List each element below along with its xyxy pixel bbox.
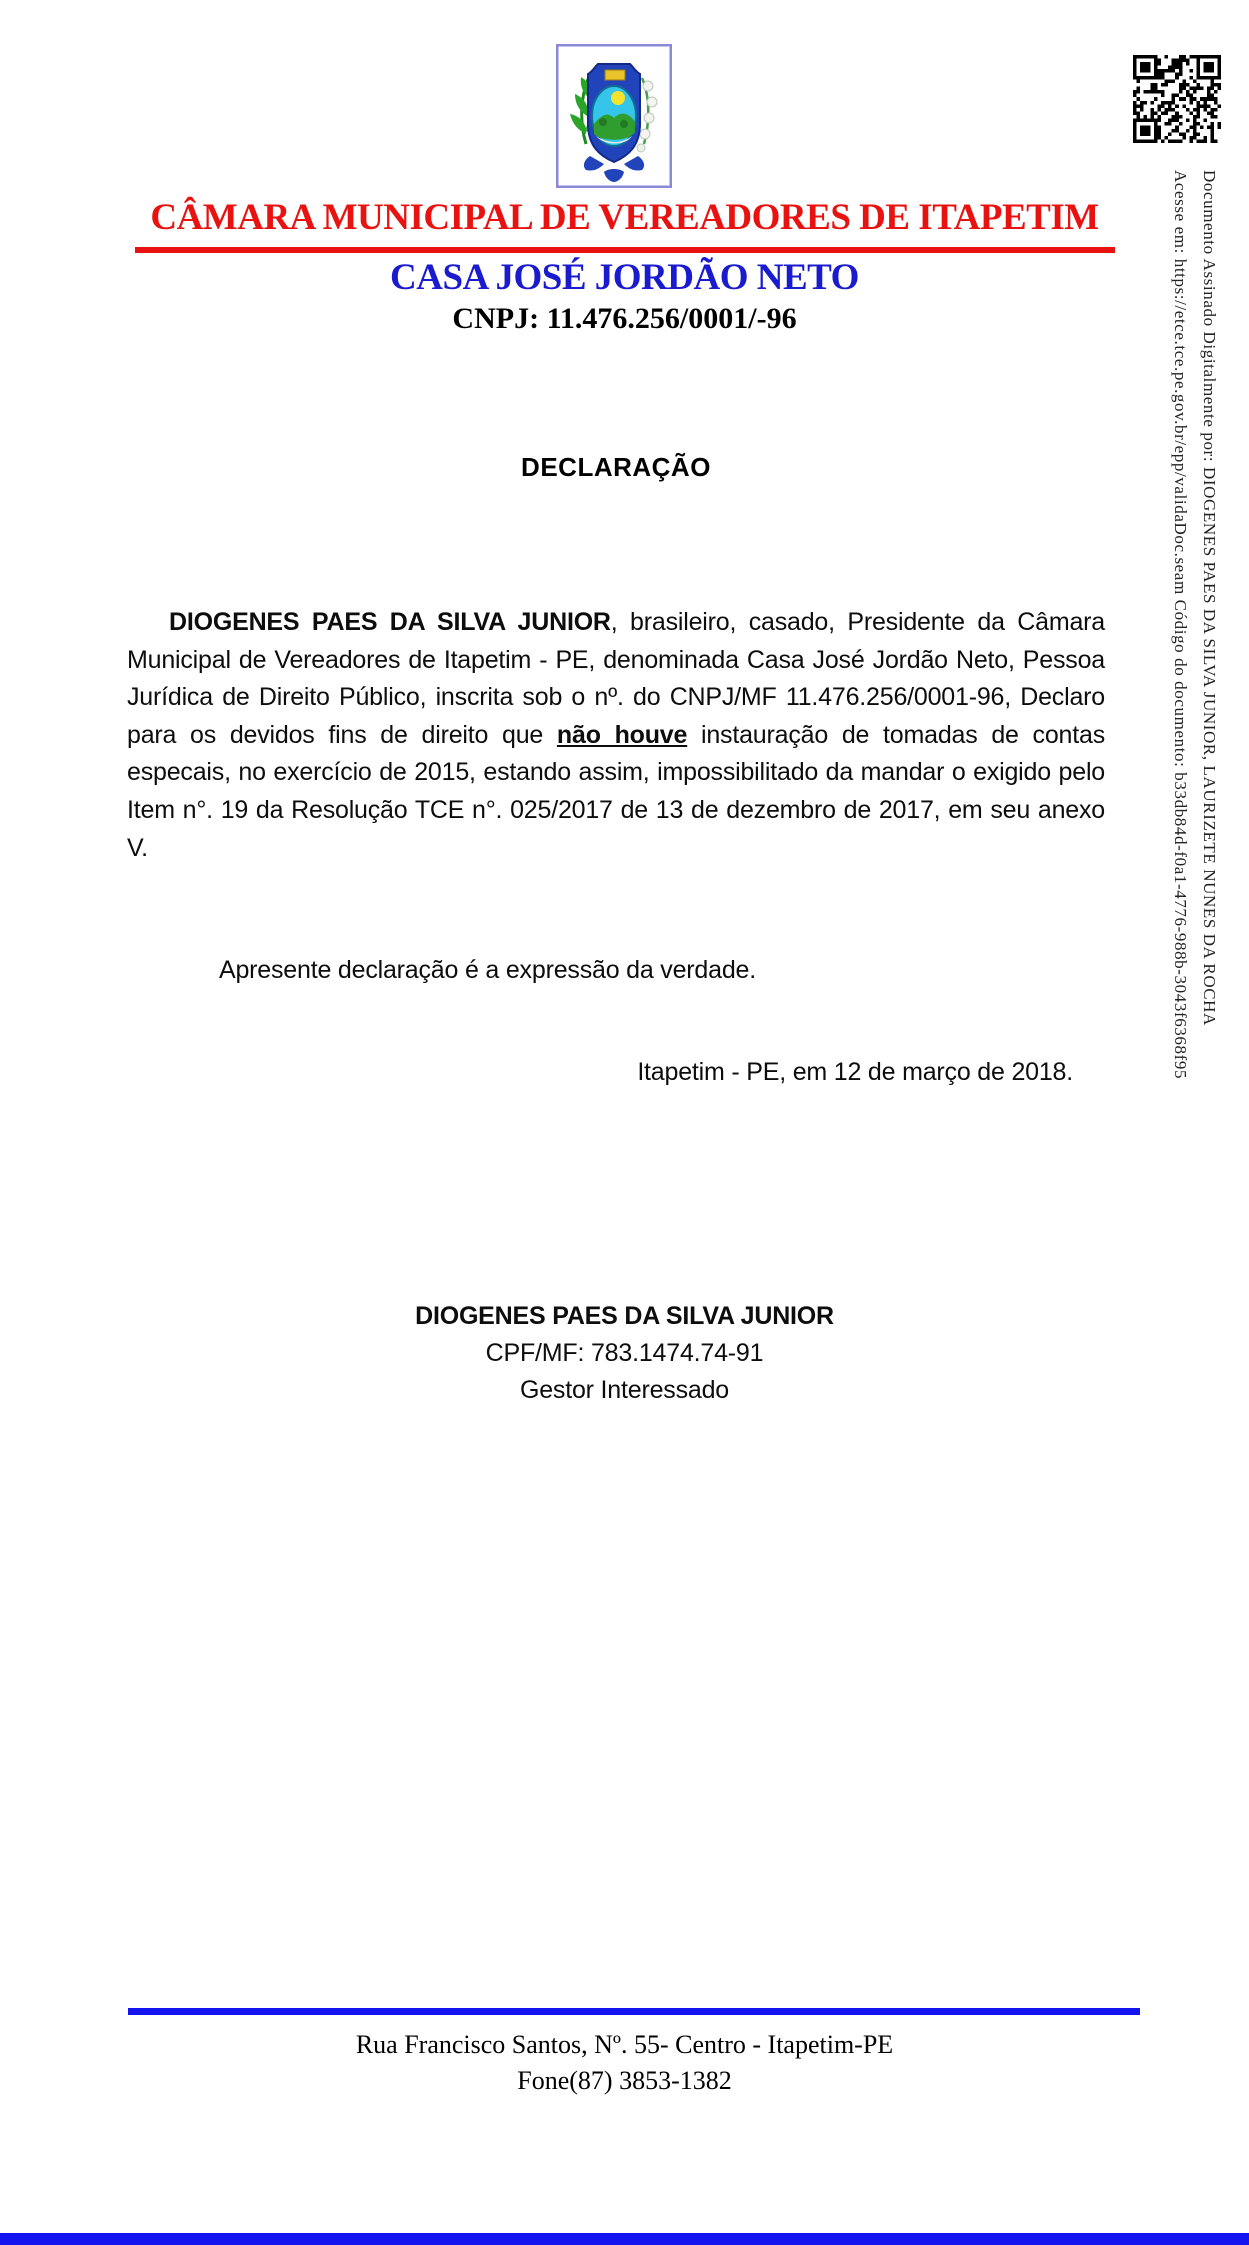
house-name-title: CASA JOSÉ JORDÃO NETO	[390, 257, 859, 298]
title-underline-rule	[135, 247, 1115, 253]
date-line: Itapetim - PE, em 12 de março de 2018.	[637, 1058, 1073, 1086]
coat-of-arms-icon	[556, 44, 672, 188]
paragraph-text-1: , brasileiro, casado, Presidente da Câmara Municipal de Vereadores de Itapetim - PE, denominada Casa José Jordão Neto, Pessoa Jurídica de Direito Público, inscrita sob o nº. do CNPJ/MF 11.476.256/0001-96, Declaro para os devidos fins de direito que	[127, 608, 1105, 749]
stamp-access-url: Acesse em: https://etce.tce.pe.gov.br/epp/validaDoc.seam Código do documento: b33db84d-f0a1-4776-988b-3043f6368f95	[1171, 170, 1191, 1080]
signature-name: DIOGENES PAES DA SILVA JUNIOR	[415, 1302, 834, 1330]
emphasis-nao-houve: não houve	[556, 720, 688, 749]
org-name-title: CÂMARA MUNICIPAL DE VEREADORES DE ITAPETIM	[150, 197, 1099, 238]
cnpj-line: CNPJ: 11.476.256/0001/-96	[452, 302, 797, 335]
document-title: DECLARAÇÃO	[521, 452, 711, 482]
paragraph-text-2: instauração de tomadas de contas especais, no exercício de 2015, estando assim, impossibilitado da mandar o exigido pelo Item n°. 19 da Resolução TCE n°. 025/2017 de 13 de dezembro de 2017, em seu anexo V.	[127, 720, 1105, 862]
footer-phone: Fone(87) 3853-1382	[517, 2066, 732, 2095]
bottom-edge-bar	[0, 2233, 1249, 2245]
signature-block	[0, 1298, 1249, 1409]
declaration-paragraph	[127, 604, 1105, 867]
stamp-signed-by: Documento Assinado Digitalmente por: DIOGENES PAES DA SILVA JUNIOR, LAURIZETE NUNES DA ROCHA	[1200, 170, 1219, 1026]
signature-role: Gestor Interessado	[519, 1376, 729, 1404]
footer-address: Rua Francisco Santos, Nº. 55- Centro - Itapetim-PE	[355, 2030, 894, 2059]
declarant-name: DIOGENES PAES DA SILVA JUNIOR	[169, 608, 611, 636]
digital-signature-stamp	[1165, 170, 1223, 1260]
closing-sentence: Apresente declaração é a expressão da verdade.	[219, 956, 756, 984]
footer-rule	[128, 2008, 1140, 2015]
signature-cpf: CPF/MF: 783.1474.74-91	[485, 1339, 764, 1367]
qr-code	[1133, 52, 1221, 146]
